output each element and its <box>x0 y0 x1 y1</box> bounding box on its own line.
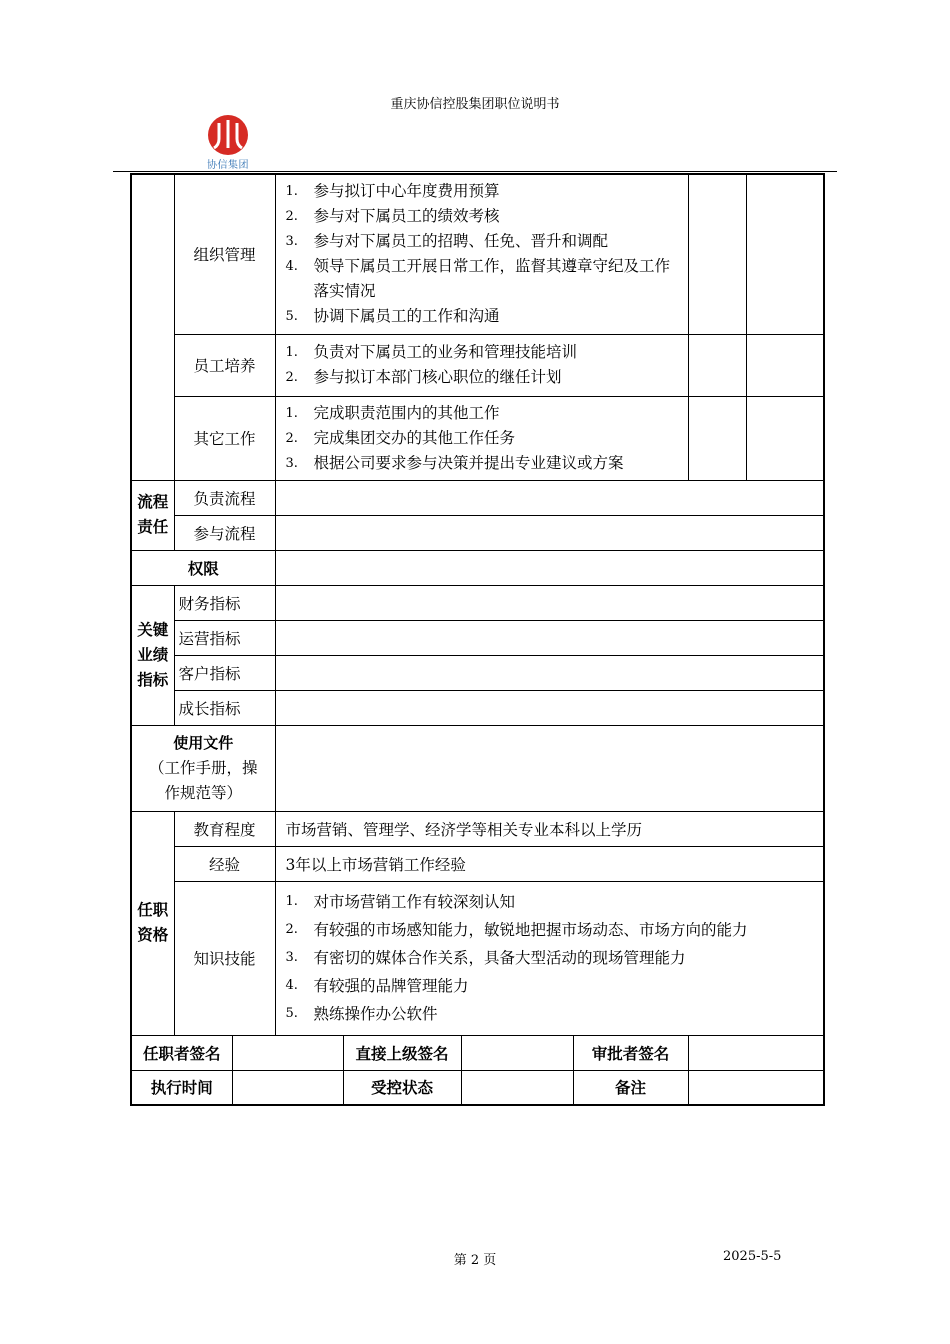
exec-time-field[interactable] <box>232 1070 343 1105</box>
page-number: 第 2 页 <box>453 1253 497 1268</box>
list-item: 3. 根据公司要求参与决策并提出专业建议或方案 <box>285 453 624 472</box>
skills-list <box>276 885 824 1031</box>
kpi-label: 运营指标 <box>174 620 275 655</box>
empty-cell <box>746 396 824 480</box>
approver-signature-field[interactable] <box>688 1035 824 1070</box>
kpi-group-label: 关键 业绩 指标 <box>131 585 174 725</box>
holder-signature-field[interactable] <box>232 1035 343 1070</box>
list-item: 2. 完成集团交办的其他工作任务 <box>285 428 516 447</box>
empty-cell <box>688 334 746 396</box>
list-item: 1. 完成职责范围内的其他工作 <box>285 403 500 422</box>
duty-label: 其它工作 <box>174 396 275 480</box>
remarks-label: 备注 <box>573 1070 688 1105</box>
control-status-label: 受控状态 <box>343 1070 461 1105</box>
process-row <box>131 480 824 515</box>
qualification-row <box>131 846 824 881</box>
duty-row <box>131 396 824 480</box>
approver-signature-label: 审批者签名 <box>573 1035 688 1070</box>
empty-cell <box>746 174 824 334</box>
empty-cell <box>688 174 746 334</box>
authority-row <box>131 550 824 585</box>
qualification-row <box>131 811 824 846</box>
supervisor-signature-label: 直接上级签名 <box>343 1035 461 1070</box>
kpi-row <box>131 585 824 620</box>
qualification-group-label: 任职 资格 <box>131 811 174 1035</box>
list-item: 2. 参与对下属员工的绩效考核 <box>285 207 500 226</box>
process-label-secondary: 参与流程 <box>174 515 275 550</box>
kpi-row <box>131 620 824 655</box>
duty-items-cell <box>275 396 688 480</box>
duty-row <box>131 334 824 396</box>
list-item: 1. 负责对下属员工的业务和管理技能培训 <box>285 343 578 361</box>
kpi-label: 成长指标 <box>174 690 275 725</box>
logo-text: 协信集团 <box>207 160 249 171</box>
holder-signature-label: 任职者签名 <box>131 1035 232 1070</box>
process-group-label: 流程 责任 <box>131 480 174 550</box>
education-label: 教育程度 <box>174 811 275 846</box>
authority-value <box>275 550 824 585</box>
supervisor-signature-field[interactable] <box>461 1035 573 1070</box>
authority-label: 权限 <box>131 550 275 585</box>
kpi-label: 财务指标 <box>174 585 275 620</box>
qualification-row <box>131 881 824 1035</box>
documents-value <box>275 725 824 811</box>
header-divider <box>113 171 837 172</box>
list-item: 2. 参与拟订本部门核心职位的继任计划 <box>285 368 562 386</box>
list-item: 2. 有较强的市场感知能力，敏锐地把握市场动态、市场方向的能力 <box>285 921 748 939</box>
skills-cell <box>275 881 824 1035</box>
kpi-value <box>275 690 824 725</box>
document-title: 重庆协信控股集团职位说明书 <box>390 97 560 112</box>
experience-value: 3年以上市场营销工作经验 <box>275 846 824 881</box>
empty-cell <box>746 334 824 396</box>
kpi-value <box>275 585 824 620</box>
list-item: 3. 有密切的媒体合作关系，具备大型活动的现场管理能力 <box>285 949 686 967</box>
duty-label: 员工培养 <box>174 334 275 396</box>
process-value-secondary <box>275 515 824 550</box>
experience-label: 经验 <box>174 846 275 881</box>
company-logo <box>200 115 256 171</box>
list-item: 5. 熟练操作办公软件 <box>285 1005 438 1023</box>
signature-row <box>131 1070 824 1105</box>
kpi-row <box>131 690 824 725</box>
footer-date: 2025-5-5 <box>723 1249 782 1264</box>
kpi-value <box>275 620 824 655</box>
list-item: 4. 领导下属员工开展日常工作，监督其遵章守纪及工作落实情况 <box>285 257 671 301</box>
kpi-label: 客户指标 <box>174 655 275 690</box>
remarks-field[interactable] <box>688 1070 824 1105</box>
kpi-value <box>275 655 824 690</box>
kpi-row <box>131 655 824 690</box>
documents-row <box>131 725 824 811</box>
duty-items-cell <box>275 174 688 334</box>
duty-list <box>276 176 688 332</box>
list-item: 5. 协调下属员工的工作和沟通 <box>285 307 500 326</box>
duty-group-cell <box>131 174 174 480</box>
duty-list <box>276 337 688 393</box>
documents-label: 使用文件 （工作手册，操 作规范等） <box>131 725 275 811</box>
list-item: 1. 对市场营销工作有较深刻认知 <box>285 893 516 911</box>
duty-list <box>276 398 688 479</box>
exec-time-label: 执行时间 <box>131 1070 232 1105</box>
duty-row <box>131 174 824 334</box>
list-item: 4. 有较强的品牌管理能力 <box>285 977 469 995</box>
job-description-table <box>130 173 825 1106</box>
list-item: 1. 参与拟订中心年度费用预算 <box>285 182 500 201</box>
process-value-primary <box>275 480 824 515</box>
process-label-primary: 负责流程 <box>174 480 275 515</box>
empty-cell <box>688 396 746 480</box>
education-value: 市场营销、管理学、经济学等相关专业本科以上学历 <box>275 811 824 846</box>
skills-label: 知识技能 <box>174 881 275 1035</box>
duty-label: 组织管理 <box>174 174 275 334</box>
duty-items-cell <box>275 334 688 396</box>
process-row <box>131 515 824 550</box>
logo-emblem-icon <box>208 115 248 155</box>
list-item: 3. 参与对下属员工的招聘、任免、晋升和调配 <box>285 232 609 251</box>
control-status-field[interactable] <box>461 1070 573 1105</box>
signature-row <box>131 1035 824 1070</box>
